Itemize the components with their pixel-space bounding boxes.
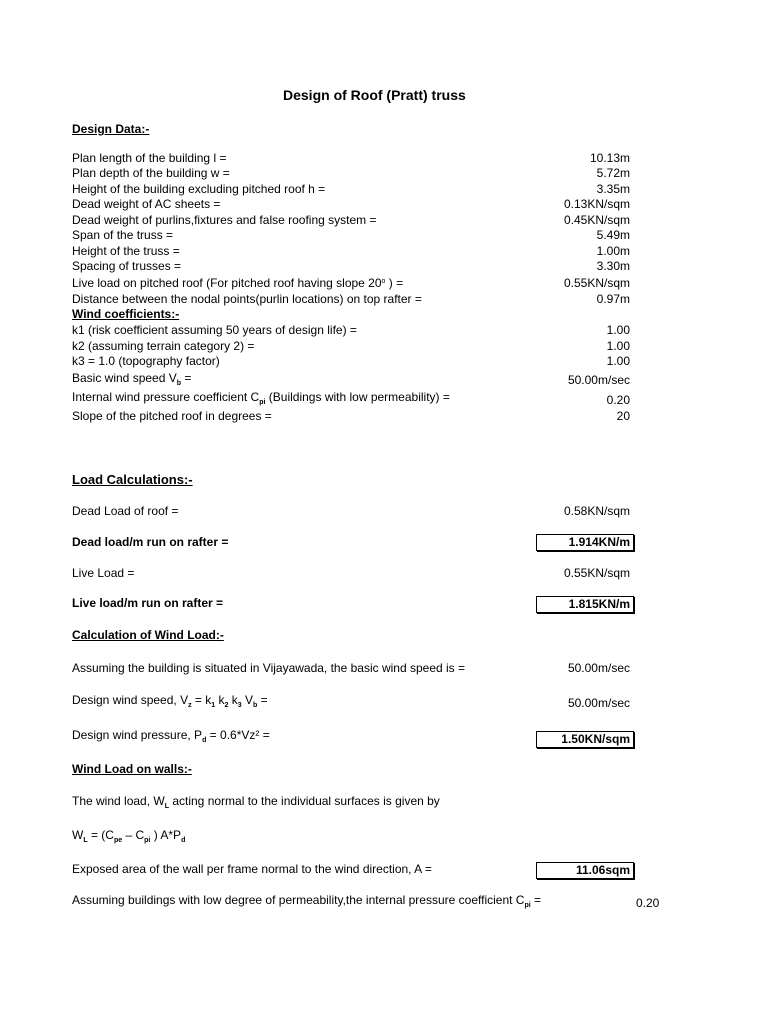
- wind-load-intro: The wind load, $W_L$ acting normal to the individual surfaces is given by: [72, 794, 440, 810]
- truss-spacing-label: Spacing of trusses =: [72, 259, 182, 273]
- internal-pressure-text: Internal wind pressure coefficient C: [72, 390, 260, 404]
- design-speed-text: Design wind speed, V: [72, 693, 189, 707]
- internal-coeff-tail: =: [530, 893, 542, 907]
- k1-label: k1 (risk coefficient assuming 50 years of design life) =: [72, 323, 357, 337]
- plan-depth-value: 5.72m: [596, 166, 630, 180]
- ac-sheet-weight-label: Dead weight of AC sheets =: [72, 197, 221, 211]
- dead-load-rafter-label: Dead load/m run on rafter =: [72, 535, 229, 549]
- internal-coeff-value: 0.20: [636, 896, 660, 910]
- design-pressure-text: Design wind pressure, P: [72, 728, 203, 742]
- basic-wind-speed-label: [72, 371, 191, 386]
- truss-height-value: 1.00m: [596, 244, 630, 258]
- basic-speed-value: 50.00m/sec: [567, 661, 630, 675]
- degree-sup: o: [381, 278, 386, 285]
- ac-sheet-weight-value: 0.13KN/sqm: [563, 197, 630, 211]
- wind-coefficients-heading: Wind coefficients:-: [72, 307, 180, 321]
- formula-w: W: [72, 828, 84, 842]
- exposed-area-label: Exposed area of the wall per frame normal to the wind direction, A =: [72, 862, 432, 876]
- vb-sub: b: [176, 380, 182, 387]
- design-data-heading: Design Data:-: [72, 122, 150, 136]
- k3-value: 1.00: [606, 354, 630, 368]
- plan-length-value: 10.13m: [589, 151, 630, 165]
- live-load-roof-text: Live load on pitched roof (For pitched roof having slope 20: [72, 276, 382, 290]
- dead-load-rafter-value: 1.914KN/m: [536, 534, 634, 551]
- truss-span-value: 5.49m: [596, 228, 630, 242]
- wind-load-calc-heading: Calculation of Wind Load:-: [72, 628, 224, 642]
- design-pressure-tail: = 0.6*Vz² =: [206, 728, 270, 742]
- internal-pressure-value: 0.20: [606, 393, 630, 407]
- dead-load-roof-value: 0.58KN/sqm: [563, 504, 630, 518]
- basic-wind-speed-value: 50.00m/sec: [567, 373, 630, 387]
- design-speed-label: Design wind speed, $V_z = k_1$ $k_2$ $k_3$ $V_b$ =: [72, 693, 268, 709]
- internal-pressure-tail: (Buildings with low permeability) =: [265, 390, 450, 404]
- k2-value: 1.00: [606, 339, 630, 353]
- live-load-value: 0.55KN/sqm: [563, 566, 630, 580]
- design-pressure-label: Design wind pressure, $P_d = 0.6*Vz^2$ =: [72, 728, 270, 744]
- building-height-label: Height of the building excluding pitched roof h =: [72, 182, 326, 196]
- truss-span-label: Span of the truss =: [72, 228, 174, 242]
- k3-label: k3 = 1.0 (topography factor): [72, 354, 220, 368]
- cpi-sub: pi: [259, 399, 266, 406]
- load-calculations-heading: Load Calculations:-: [72, 472, 193, 487]
- wind-load-intro-text: The wind load, W: [72, 794, 165, 808]
- exposed-area-value: 11.06sqm: [536, 862, 634, 879]
- wind-walls-heading: Wind Load on walls:-: [72, 762, 192, 776]
- roof-slope-value: 20: [616, 409, 630, 423]
- live-load-roof-tail: ) =: [385, 276, 404, 290]
- purlin-weight-label: Dead weight of purlins,fixtures and false roofing system =: [72, 213, 377, 227]
- k1-value: 1.00: [606, 323, 630, 337]
- internal-coeff-label: Assuming buildings with low degree of permeability,the internal pressure coefficient $C_{pi}$ =: [72, 893, 542, 909]
- nodal-distance-label: Distance between the nodal points(purlin locations) on top rafter =: [72, 292, 422, 306]
- design-speed-value: 50.00m/sec: [567, 696, 630, 710]
- page-title: Design of Roof (Pratt) truss: [283, 87, 466, 103]
- wind-load-formula: $W_L = (C_{pe} - C_{pi}$ ) $A*P_d$: [72, 828, 186, 844]
- building-height-value: 3.35m: [596, 182, 630, 196]
- live-load-rafter-label: Live load/m run on rafter =: [72, 596, 224, 610]
- live-load-roof-label: [72, 276, 403, 291]
- nodal-distance-value: 0.97m: [596, 292, 630, 306]
- roof-slope-label: Slope of the pitched roof in degrees =: [72, 409, 272, 423]
- truss-spacing-value: 3.30m: [596, 259, 630, 273]
- design-pressure-value: 1.50KN/sqm: [536, 731, 634, 748]
- truss-height-label: Height of the truss =: [72, 244, 180, 258]
- live-load-label: Live Load =: [72, 566, 135, 580]
- plan-length-label: Plan length of the building l =: [72, 151, 227, 165]
- internal-coeff-text: Assuming buildings with low degree of permeability,the internal pressure coefficient C: [72, 893, 525, 907]
- basic-wind-speed-tail: =: [181, 371, 192, 385]
- internal-pressure-label: [72, 390, 450, 405]
- dead-load-roof-label: Dead Load of roof =: [72, 504, 179, 518]
- wind-load-intro-tail: acting normal to the individual surfaces is given by: [169, 794, 440, 808]
- purlin-weight-value: 0.45KN/sqm: [563, 213, 630, 227]
- basic-speed-label: Assuming the building is situated in Vijayawada, the basic wind speed is =: [72, 661, 466, 675]
- k2-label: k2 (assuming terrain category 2) =: [72, 339, 255, 353]
- basic-wind-speed-text: Basic wind speed V: [72, 371, 177, 385]
- live-load-roof-value: 0.55KN/sqm: [563, 276, 630, 290]
- live-load-rafter-value: 1.815KN/m: [536, 596, 634, 613]
- plan-depth-label: Plan depth of the building w =: [72, 166, 230, 180]
